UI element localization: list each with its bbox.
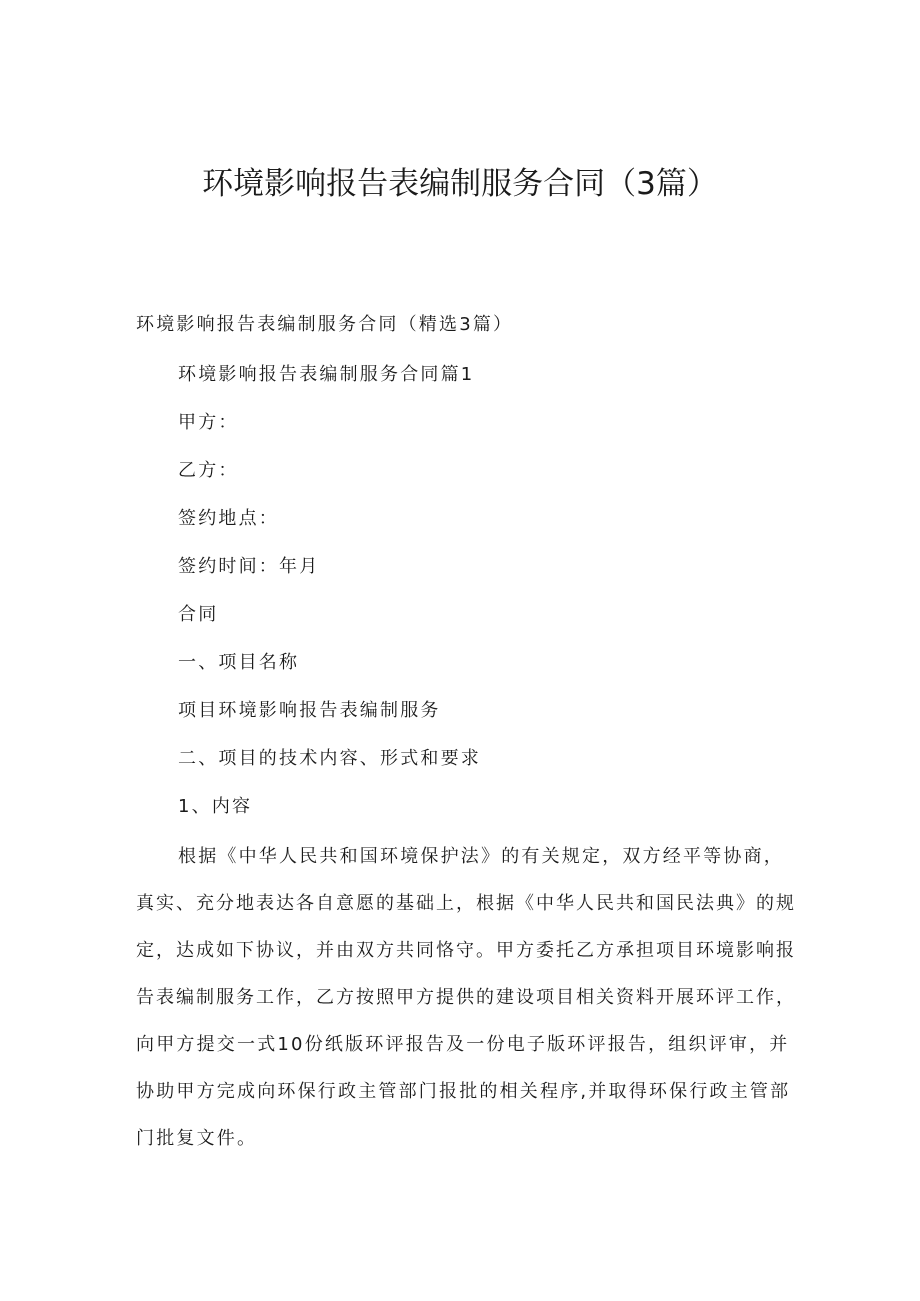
- item2-sub1-heading: 1、内容: [178, 796, 253, 817]
- sign-place-label: 签约地点：: [178, 508, 279, 529]
- paragraph-line: 根据《中华人民共和国环境保护法》的有关规定，双方经平等协商，: [178, 846, 784, 867]
- paragraph-line: 告表编制服务工作，乙方按照甲方提供的建设项目相关资料开展环评工作，: [136, 987, 796, 1008]
- document-subtitle: 环境影响报告表编制服务合同（精选3篇）: [136, 314, 514, 335]
- contract-label: 合同: [178, 604, 219, 625]
- section-heading: 环境影响报告表编制服务合同篇1: [178, 364, 475, 385]
- paragraph-line: 定，达成如下协议，并由双方共同恪守。甲方委托乙方承担项目环境影响报: [136, 940, 796, 961]
- paragraph-line: 门批复文件。: [136, 1128, 258, 1149]
- paragraph-line: 向甲方提交一式10份纸版环评报告及一份电子版环评报告，组织评审，并: [136, 1034, 790, 1055]
- sign-time-label: 签约时间：年月: [178, 556, 320, 577]
- paragraph-line: 真实、充分地表达各自意愿的基础上，根据《中华人民共和国民法典》的规: [136, 893, 796, 914]
- party-b-label: 乙方：: [178, 460, 239, 481]
- item1-body: 项目环境影响报告表编制服务: [178, 700, 441, 721]
- party-a-label: 甲方：: [178, 412, 239, 433]
- item2-heading: 二、项目的技术内容、形式和要求: [178, 748, 481, 769]
- item1-heading: 一、项目名称: [178, 652, 300, 673]
- document-title: 环境影响报告表编制服务合同（3篇）: [202, 166, 718, 202]
- paragraph-line: 协助甲方完成向环保行政主管部门报批的相关程序,并取得环保行政主管部: [136, 1081, 791, 1102]
